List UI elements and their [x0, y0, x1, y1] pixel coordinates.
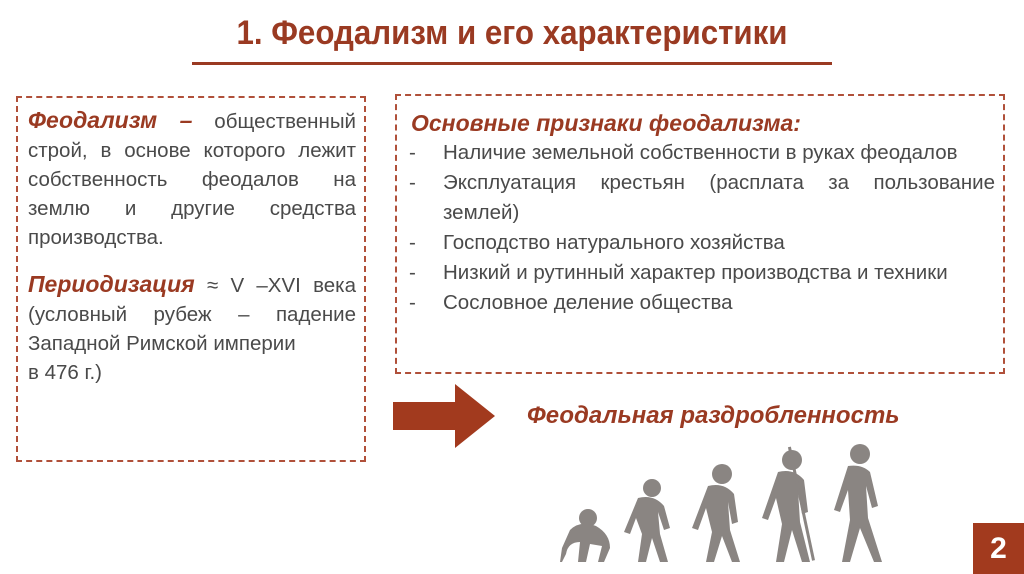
- list-item: [405, 228, 995, 258]
- dash-bullet: -: [409, 261, 416, 284]
- definition-paragraph: [28, 106, 356, 252]
- periodization-term: Периодизация: [28, 271, 195, 297]
- homo-erectus-figure-icon: [762, 447, 815, 562]
- hominid-figure-icon: [692, 464, 740, 562]
- modern-human-figure-icon: [834, 444, 882, 562]
- features-box: [395, 94, 1005, 374]
- right-arrow-icon: [393, 384, 497, 448]
- definition-term: Феодализм –: [28, 107, 193, 133]
- list-item: [405, 258, 995, 288]
- page-number-badge: 2: [973, 523, 1024, 574]
- list-item: [405, 138, 995, 168]
- periodization-paragraph: [28, 270, 356, 358]
- list-item-text: Эксплуатация крестьян (расплата за пользование землей): [443, 171, 995, 224]
- definition-box: [16, 96, 366, 462]
- title-underline: [192, 62, 832, 65]
- list-item-text: Господство натурального хозяйства: [443, 231, 785, 254]
- features-list: [405, 138, 995, 318]
- dash-bullet: -: [409, 171, 416, 194]
- dash-bullet: -: [409, 231, 416, 254]
- periodization-end: в 476 г.): [28, 361, 102, 384]
- human-evolution-icon: [560, 438, 900, 568]
- definition-text: общественный строй, в основе которого лежит собственность феодалов на землю и другие средства производства.: [28, 110, 357, 249]
- features-heading: Основные признаки феодализма:: [411, 110, 801, 136]
- list-item-text: Сословное деление общества: [443, 291, 733, 314]
- ape-figure-icon: [560, 509, 610, 562]
- list-item-text: Наличие земельной собственности в руках феодалов: [443, 141, 958, 164]
- early-hominid-figure-icon: [624, 479, 670, 562]
- dash-bullet: -: [409, 291, 416, 314]
- dash-bullet: -: [409, 141, 416, 164]
- slide-title: 1. Феодализм и его характеристики: [236, 14, 788, 52]
- list-item: [405, 288, 995, 318]
- list-item: [405, 168, 995, 228]
- periodization-text: ≈ V –XVI века (условный рубеж – падение Западной Римской империи: [28, 274, 356, 355]
- list-item-text: Низкий и рутинный характер производства и техники: [443, 261, 948, 284]
- conclusion-text: Феодальная раздробленность: [527, 402, 900, 429]
